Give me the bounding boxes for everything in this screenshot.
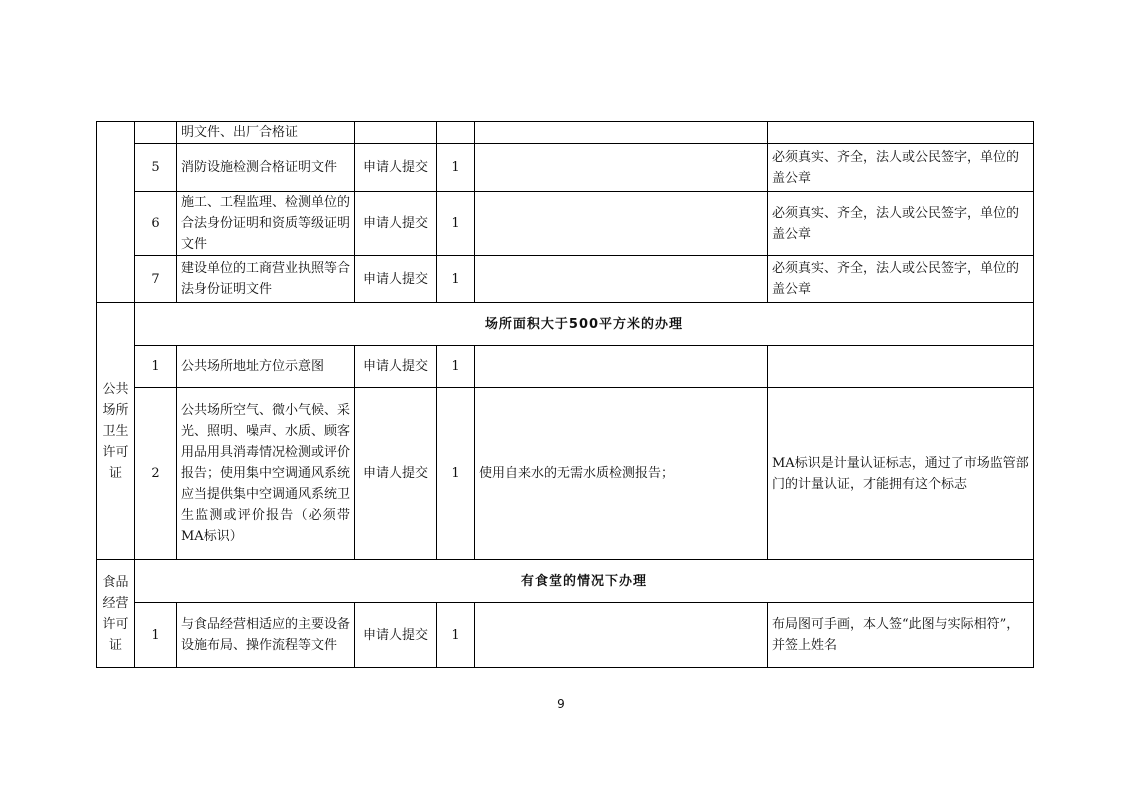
category-public-hygiene-license: 公共场所卫生许可证: [97, 303, 135, 560]
section-heading: 有食堂的情况下办理: [135, 560, 1034, 603]
item-material: 建设单位的工商营业执照等合法身份证明文件: [177, 256, 355, 303]
item-material: 公共场所地址方位示意图: [177, 346, 355, 388]
item-number: 1: [135, 346, 177, 388]
item-count: 1: [437, 192, 475, 256]
item-count: 1: [437, 603, 475, 668]
item-count: 1: [437, 144, 475, 192]
item-remark: [475, 144, 768, 192]
item-count: [437, 122, 475, 144]
item-remark: [475, 192, 768, 256]
item-material: 公共场所空气、微小气候、采光、照明、噪声、水质、顾客用品用具消毒情况检测或评价报告；使用集中空调通风系统应当提供集中空调通风系统卫生监测或评价报告（必须带MA标识）: [177, 388, 355, 560]
item-requirement: 必须真实、齐全，法人或公民签字，单位的盖公章: [768, 144, 1034, 192]
section-heading-row: [97, 560, 1034, 603]
section-heading-row: [97, 303, 1034, 346]
section-heading: 场所面积大于500平方米的办理: [135, 303, 1034, 346]
item-material: 施工、工程监理、检测单位的合法身份证明和资质等级证明文件: [177, 192, 355, 256]
item-material: 明文件、出厂合格证: [177, 122, 355, 144]
item-requirement: 布局图可手画，本人签“此图与实际相符”，并签上姓名: [768, 603, 1034, 668]
category-cell-empty: [97, 122, 135, 303]
item-number: 5: [135, 144, 177, 192]
item-source: 申请人提交: [355, 603, 437, 668]
table-row: [97, 192, 1034, 256]
table-row: [97, 603, 1034, 668]
item-number: 1: [135, 603, 177, 668]
materials-table: [96, 121, 1034, 668]
item-requirement: MA标识是计量认证标志，通过了市场监管部门的计量认证，才能拥有这个标志: [768, 388, 1034, 560]
item-requirement: [768, 346, 1034, 388]
item-source: 申请人提交: [355, 346, 437, 388]
item-remark: 使用自来水的无需水质检测报告；: [475, 388, 768, 560]
item-remark: [475, 603, 768, 668]
item-count: 1: [437, 388, 475, 560]
item-count: 1: [437, 346, 475, 388]
item-requirement: 必须真实、齐全，法人或公民签字，单位的盖公章: [768, 256, 1034, 303]
item-requirement: [768, 122, 1034, 144]
item-source: 申请人提交: [355, 144, 437, 192]
table-row: [97, 346, 1034, 388]
table-row: [97, 388, 1034, 560]
table-row: [97, 256, 1034, 303]
item-remark: [475, 256, 768, 303]
item-remark: [475, 346, 768, 388]
page-number: 9: [557, 697, 565, 711]
table-row: [97, 122, 1034, 144]
category-food-business-license: 食品经营许可证: [97, 560, 135, 668]
item-material: 消防设施检测合格证明文件: [177, 144, 355, 192]
item-number: 7: [135, 256, 177, 303]
item-source: 申请人提交: [355, 388, 437, 560]
item-number: 2: [135, 388, 177, 560]
item-source: 申请人提交: [355, 256, 437, 303]
item-requirement: 必须真实、齐全，法人或公民签字，单位的盖公章: [768, 192, 1034, 256]
item-material: 与食品经营相适应的主要设备设施布局、操作流程等文件: [177, 603, 355, 668]
item-source: 申请人提交: [355, 192, 437, 256]
item-remark: [475, 122, 768, 144]
item-number: 6: [135, 192, 177, 256]
item-number: [135, 122, 177, 144]
table-row: [97, 144, 1034, 192]
item-source: [355, 122, 437, 144]
item-count: 1: [437, 256, 475, 303]
